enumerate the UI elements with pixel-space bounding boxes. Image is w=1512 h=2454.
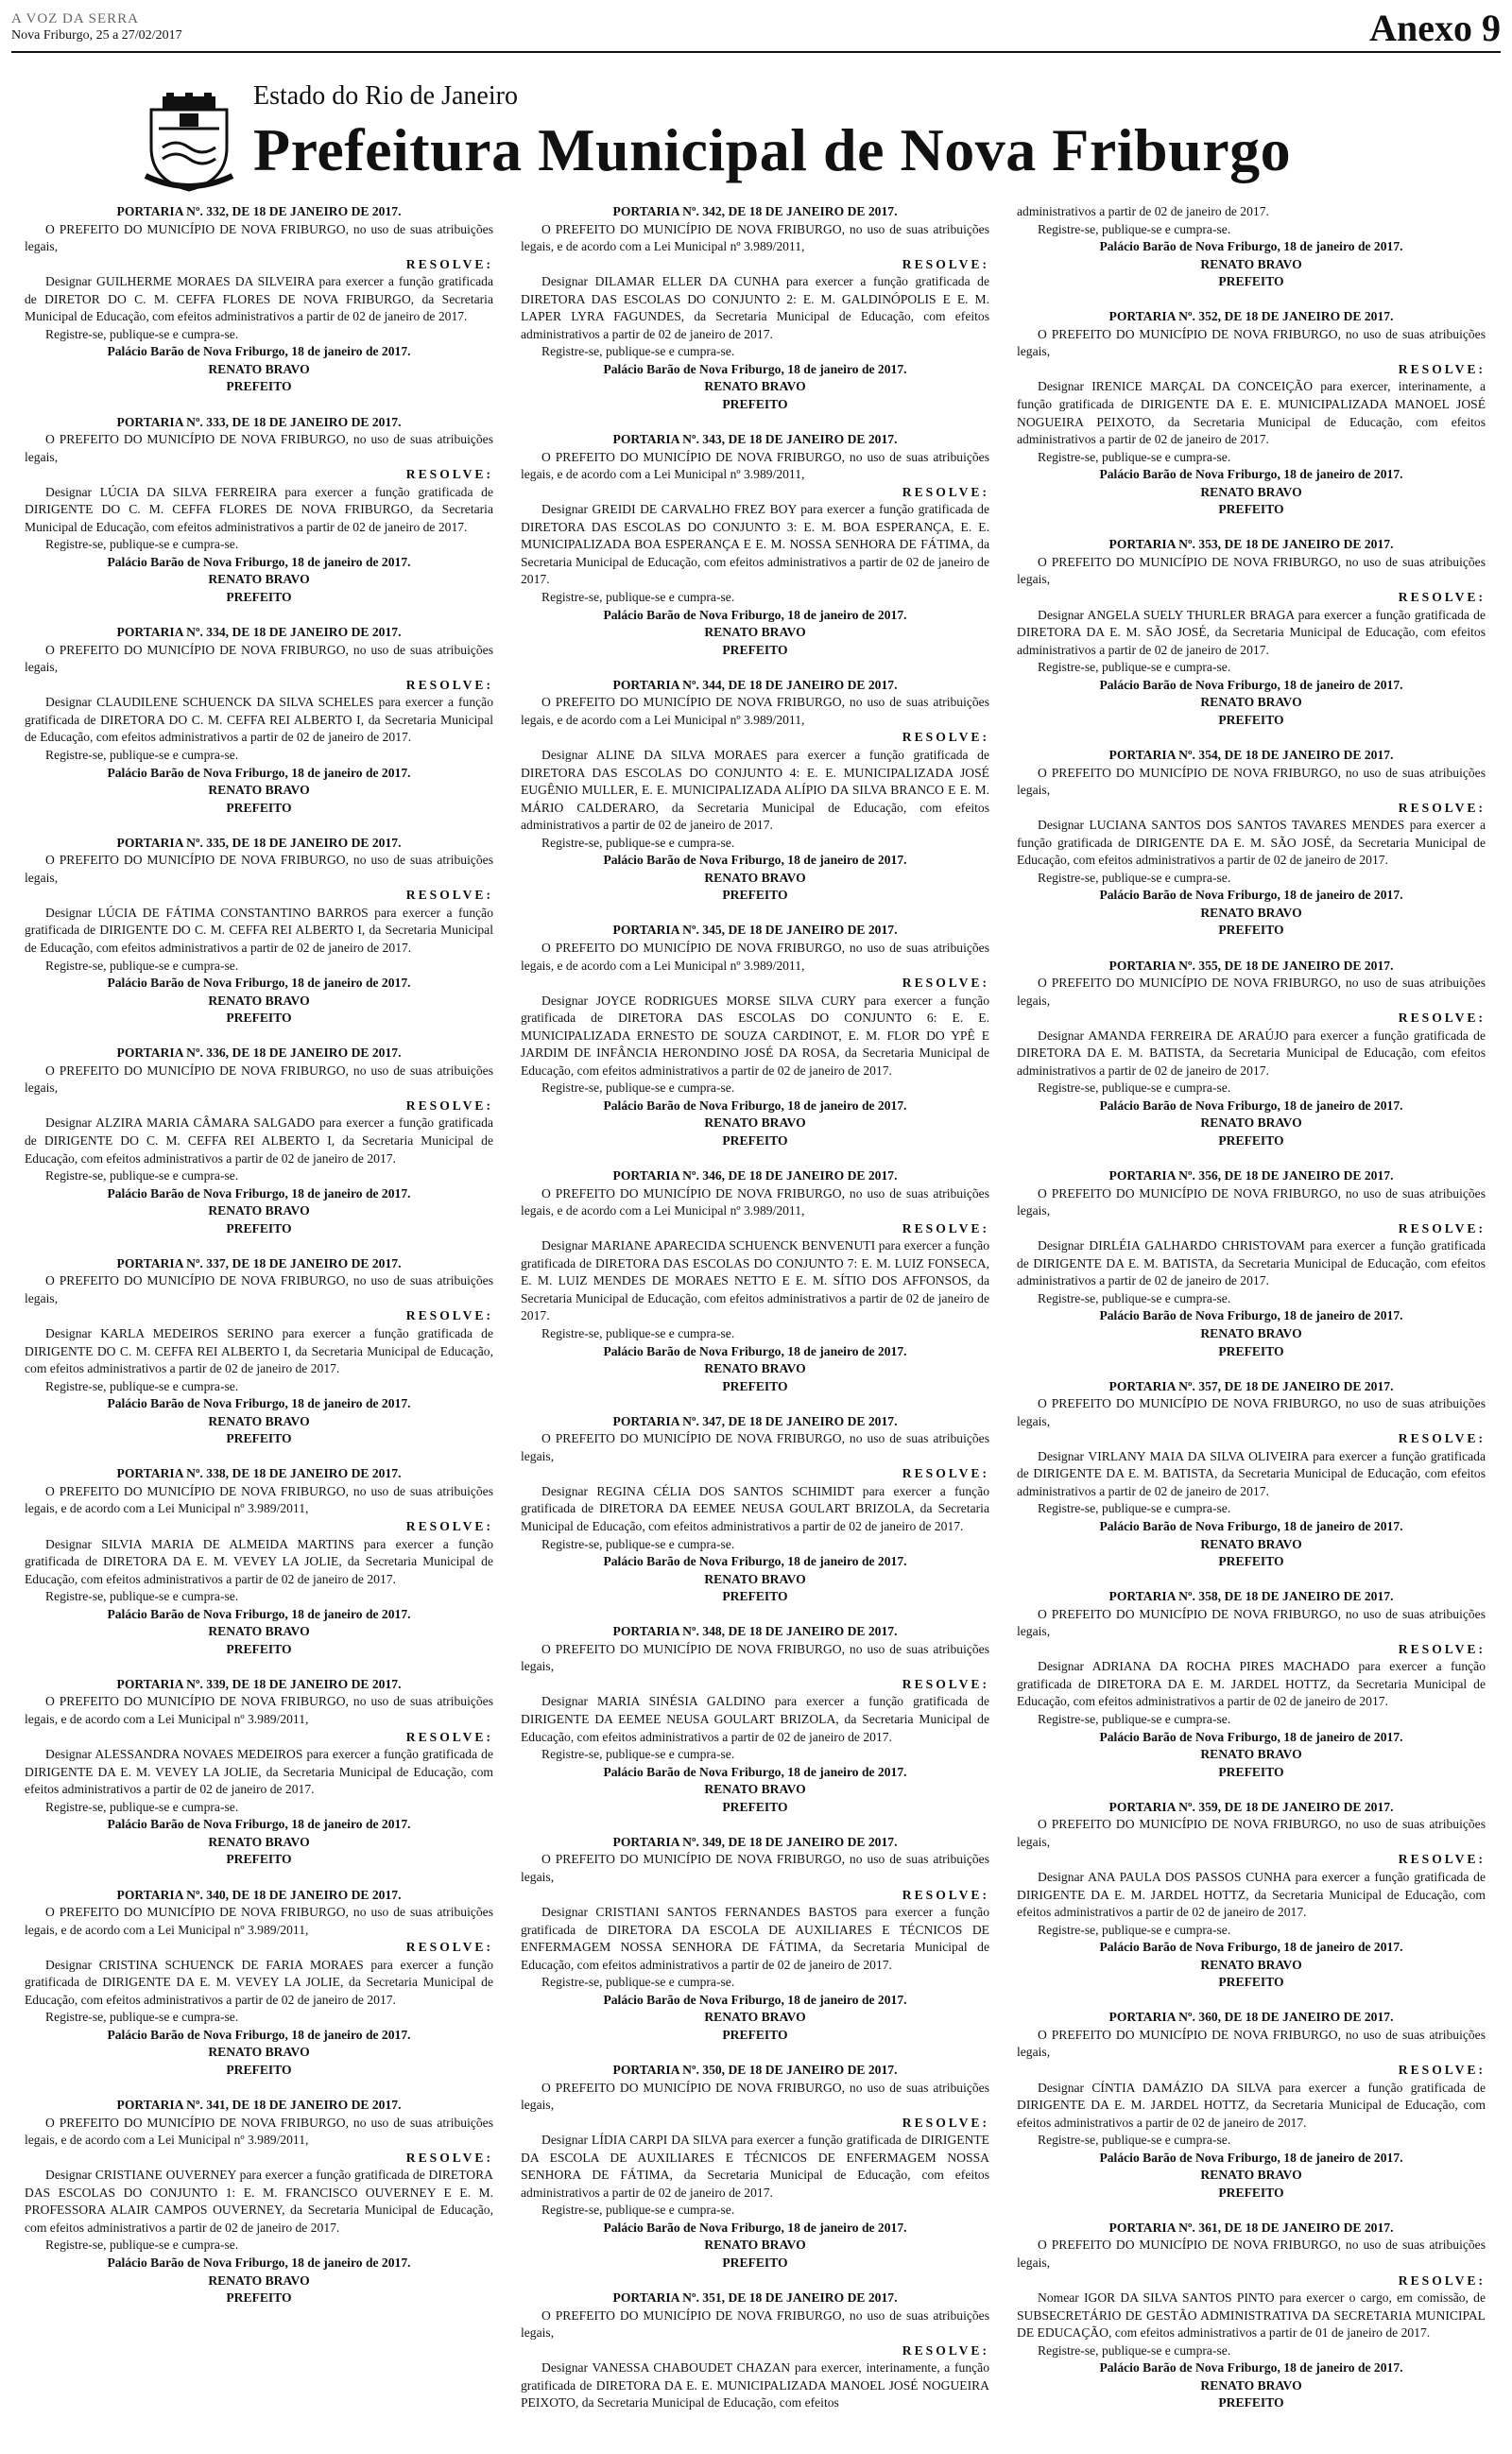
portaria-title: PORTARIA Nº. 360, DE 18 DE JANEIRO DE 2017. [1108, 2010, 1394, 2025]
portaria-block [25, 2097, 493, 2307]
signer-name: RENATO BRAVO [1200, 1957, 1302, 1972]
resolve-label: RESOLVE: [902, 256, 989, 271]
resolve-label: RESOLVE: [1398, 361, 1486, 376]
portaria-title: PORTARIA Nº. 338, DE 18 DE JANEIRO DE 2017. [116, 1466, 402, 1481]
palacio-line: Palácio Barão de Nova Friburgo, 18 de janeiro de 2017. [603, 2220, 907, 2235]
portaria-block [521, 203, 989, 414]
palacio-line: Palácio Barão de Nova Friburgo, 18 de janeiro de 2017. [107, 976, 411, 991]
portaria-body: Designar AMANDA FERREIRA DE ARAÚJO para exercer a função gratificada de DIRETORA DA E. M. BATISTA, da Secretaria Municipal de Educação, com efeitos administrativos a partir de 02 de janeiro de 2017. [1017, 1028, 1486, 1078]
annex-label: Anexo 9 [1369, 7, 1501, 49]
portaria-intro: O PREFEITO DO MUNICÍPIO DE NOVA FRIBURGO, no uso de suas atribuições legais, [25, 853, 493, 885]
signer-name: RENATO BRAVO [208, 993, 310, 1008]
portaria-body: Designar LÚCIA DA SILVA FERREIRA para exercer a função gratificada de DIRIGENTE DO C. M. CEFFA FLORES DE NOVA FRIBURGO, da Secretaria Municipal de Educação, com efeitos administrativos a partir de 02 de janeiro de 2017. [25, 484, 493, 534]
registre-line: Registre-se, publique-se e cumpra-se. [541, 590, 735, 605]
signer-name: RENATO BRAVO [704, 1571, 806, 1586]
signer-name: RENATO BRAVO [1200, 256, 1302, 271]
signer-name: RENATO BRAVO [1200, 2377, 1302, 2393]
portaria-block [1017, 1799, 1486, 1992]
portaria-block [521, 2062, 989, 2273]
registre-line: Registre-se, publique-se e cumpra-se. [541, 1747, 735, 1762]
resolve-label: RESOLVE: [1398, 2062, 1486, 2077]
signer-title: PREFEITO [1218, 1764, 1284, 1779]
column-2 [521, 203, 989, 2412]
palacio-line: Palácio Barão de Nova Friburgo, 18 de janeiro de 2017. [603, 1097, 907, 1113]
portaria-intro: O PREFEITO DO MUNICÍPIO DE NOVA FRIBURGO, no uso de suas atribuições legais, e de acordo com a Lei Municipal nº 3.989/2011, [521, 940, 989, 973]
portaria-body: Designar VANESSA CHABOUDET CHAZAN para exercer, interinamente, a função gratificada de DIRETORA DA E. E. MUNICIPALIZADA MANOEL JOSÉ NOGUEIRA PEIXOTO, da Secretaria Municipal de Educação, com efeitos [521, 2360, 989, 2411]
signer-name: RENATO BRAVO [1200, 1326, 1302, 1340]
portaria-block [521, 922, 989, 1149]
portaria-title: PORTARIA Nº. 359, DE 18 DE JANEIRO DE 2017. [1108, 1799, 1394, 1814]
portaria-intro: O PREFEITO DO MUNICÍPIO DE NOVA FRIBURGO, no uso de suas atribuições legais, [1017, 765, 1486, 798]
portaria-title: PORTARIA Nº. 342, DE 18 DE JANEIRO DE 2017. [612, 204, 898, 218]
registre-line: Registre-se, publique-se e cumpra-se. [1038, 449, 1231, 464]
signer-name: RENATO BRAVO [704, 1782, 806, 1797]
portaria-body: Designar ADRIANA DA ROCHA PIRES MACHADO para exercer a função gratificada de DIRETORA DA E. M. JARDEL HOTTZ, da Secretaria Municipal de Educação, com efeitos administrativos a partir de 02 de janeiro de 2017. [1017, 1659, 1486, 1709]
resolve-label: RESOLVE: [902, 484, 989, 499]
signer-title: PREFEITO [722, 397, 788, 412]
portaria-intro: O PREFEITO DO MUNICÍPIO DE NOVA FRIBURGO, no uso de suas atribuições legais, [521, 1852, 989, 1884]
registre-line: Registre-se, publique-se e cumpra-se. [541, 1975, 735, 1990]
palacio-line: Palácio Barão de Nova Friburgo, 18 de janeiro de 2017. [1099, 2150, 1403, 2165]
registre-line: Registre-se, publique-se e cumpra-se. [1038, 870, 1231, 885]
portaria-intro: O PREFEITO DO MUNICÍPIO DE NOVA FRIBURGO, no uso de suas atribuições legais, e de acordo com a Lei Municipal nº 3.989/2011, [521, 695, 989, 727]
palacio-line: Palácio Barão de Nova Friburgo, 18 de janeiro de 2017. [107, 1606, 411, 1621]
portaria-body: Designar REGINA CÉLIA DOS SANTOS SCHIMIDT para exercer a função gratificada de DIRETORA DA EEMEE NEUSA GOULART BRIZOLA, da Secretaria Municipal de Educação, com efeitos administrativos a partir de 02 de janeiro de 2017. [521, 1483, 989, 1534]
portaria-intro: O PREFEITO DO MUNICÍPIO DE NOVA FRIBURGO, no uso de suas atribuições legais, [1017, 1396, 1486, 1428]
registre-line: Registre-se, publique-se e cumpra-se. [541, 2203, 735, 2218]
portaria-intro: O PREFEITO DO MUNICÍPIO DE NOVA FRIBURGO, no uso de suas atribuições legais, [1017, 1606, 1486, 1639]
signer-name: RENATO BRAVO [1200, 1115, 1302, 1131]
portaria-block [1017, 1378, 1486, 1571]
portaria-block [25, 1465, 493, 1658]
portaria-title: PORTARIA Nº. 350, DE 18 DE JANEIRO DE 2017. [612, 2062, 898, 2077]
registre-line: Registre-se, publique-se e cumpra-se. [541, 1326, 735, 1340]
resolve-label: RESOLVE: [902, 1887, 989, 1902]
signer-name: RENATO BRAVO [1200, 1536, 1302, 1551]
portaria-intro: O PREFEITO DO MUNICÍPIO DE NOVA FRIBURGO, no uso de suas atribuições legais, [1017, 326, 1486, 359]
portaria-title: PORTARIA Nº. 336, DE 18 DE JANEIRO DE 2017. [116, 1046, 402, 1061]
page-title: Prefeitura Municipal de Nova Friburgo [253, 116, 1292, 183]
masthead [11, 8, 1501, 49]
portaria-intro: O PREFEITO DO MUNICÍPIO DE NOVA FRIBURGO, no uso de suas atribuições legais, [521, 1641, 989, 1674]
palacio-line: Palácio Barão de Nova Friburgo, 18 de janeiro de 2017. [107, 1396, 411, 1411]
signer-title: PREFEITO [226, 2062, 292, 2077]
signer-name: RENATO BRAVO [704, 1115, 806, 1131]
signer-title: PREFEITO [722, 2255, 788, 2270]
registre-line: Registre-se, publique-se e cumpra-se. [45, 537, 239, 552]
portaria-block [25, 1045, 493, 1237]
registre-line: Registre-se, publique-se e cumpra-se. [541, 1080, 735, 1096]
registre-line: Registre-se, publique-se e cumpra-se. [1038, 2342, 1231, 2358]
registre-line: Registre-se, publique-se e cumpra-se. [1038, 1712, 1231, 1727]
registre-line: Registre-se, publique-se e cumpra-se. [45, 326, 239, 341]
portaria-title: PORTARIA Nº. 340, DE 18 DE JANEIRO DE 2017. [116, 1887, 402, 1902]
portaria-intro: O PREFEITO DO MUNICÍPIO DE NOVA FRIBURGO, no uso de suas atribuições legais, e de acordo com a Lei Municipal nº 3.989/2011, [521, 449, 989, 482]
signer-name: RENATO BRAVO [704, 870, 806, 885]
portaria-title: PORTARIA Nº. 353, DE 18 DE JANEIRO DE 2017. [1108, 537, 1394, 552]
resolve-label: RESOLVE: [902, 730, 989, 745]
signer-title: PREFEITO [226, 1011, 292, 1026]
portaria-block [521, 2290, 989, 2412]
resolve-label: RESOLVE: [1398, 800, 1486, 815]
portaria-body: Designar LÍDIA CARPI DA SILVA para exercer a função gratificada de DIRIGENTE DA ESCOLA DE AUXILIARES E TÉCNICOS DE ENFERMAGEM NOSSA SENHORA DE FÁTIMA, da Secretaria Municipal de Educação, com efeitos administrativos a partir de 02 de janeiro de 2017. [521, 2133, 989, 2200]
palacio-line: Palácio Barão de Nova Friburgo, 18 de janeiro de 2017. [1099, 1940, 1403, 1955]
signer-name: RENATO BRAVO [208, 2045, 310, 2060]
portaria-title: PORTARIA Nº. 341, DE 18 DE JANEIRO DE 2017. [116, 2098, 402, 2113]
palacio-line: Palácio Barão de Nova Friburgo, 18 de janeiro de 2017. [1099, 1308, 1403, 1323]
portaria-title: PORTARIA Nº. 345, DE 18 DE JANEIRO DE 2017. [612, 923, 898, 938]
portaria-block [25, 203, 493, 396]
signer-name: RENATO BRAVO [1200, 695, 1302, 710]
portaria-intro: O PREFEITO DO MUNICÍPIO DE NOVA FRIBURGO, no uso de suas atribuições legais, [521, 1431, 989, 1463]
registre-line: Registre-se, publique-se e cumpra-se. [1038, 660, 1231, 675]
palacio-line: Palácio Barão de Nova Friburgo, 18 de janeiro de 2017. [603, 853, 907, 868]
signer-title: PREFEITO [226, 590, 292, 605]
signer-title: PREFEITO [722, 1589, 788, 1604]
signer-title: PREFEITO [1218, 2185, 1284, 2200]
palacio-line: Palácio Barão de Nova Friburgo, 18 de janeiro de 2017. [107, 765, 411, 780]
portaria-intro: O PREFEITO DO MUNICÍPIO DE NOVA FRIBURGO, no uso de suas atribuições legais, e de acordo com a Lei Municipal nº 3.989/2011, [25, 1483, 493, 1516]
portaria-title: PORTARIA Nº. 346, DE 18 DE JANEIRO DE 2017. [612, 1168, 898, 1184]
portaria-title: PORTARIA Nº. 334, DE 18 DE JANEIRO DE 2017. [116, 625, 402, 640]
portaria-block [25, 835, 493, 1028]
portaria-title: PORTARIA Nº. 333, DE 18 DE JANEIRO DE 2017. [116, 414, 402, 429]
portaria-block [1017, 1588, 1486, 1781]
signer-title: PREFEITO [1218, 2395, 1284, 2411]
portaria-title: PORTARIA Nº. 354, DE 18 DE JANEIRO DE 2017. [1108, 747, 1394, 762]
portaria-body: Designar GREIDI DE CARVALHO FREZ BOY para exercer a função gratificada de DIRETORA DAS ESCOLAS DO CONJUNTO 3: E. M. BOA ESPERANÇA, E. E. MUNICIPALIZADA BOA ESPERANÇA E E. M. NOSSA SENHORA DE FÁTIMA, da Secretaria Municipal de Educação, com efeitos administrativos a partir de 02 de janeiro de 2017. [521, 502, 989, 587]
signer-title: PREFEITO [1218, 1343, 1284, 1358]
resolve-label: RESOLVE: [902, 1676, 989, 1691]
palacio-line: Palácio Barão de Nova Friburgo, 18 de janeiro de 2017. [107, 2027, 411, 2042]
portaria-block [25, 1887, 493, 2080]
portaria-block [1017, 958, 1486, 1150]
registre-line: Registre-se, publique-se e cumpra-se. [45, 958, 239, 973]
portaria-body: Designar IRENICE MARÇAL DA CONCEIÇÃO para exercer, interinamente, a função gratificada de DIRIGENTE DA E. E. MUNICIPALIZADA MANOEL JOSÉ NOGUEIRA PEIXOTO, da Secretaria Municipal de Educação, com efeitos administrativos a partir de 02 de janeiro de 2017. [1017, 379, 1486, 447]
portaria-body: Designar GUILHERME MORAES DA SILVEIRA para exercer a função gratificada de DIRETOR DO C. M. CEFFA FLORES DE NOVA FRIBURGO, da Secretaria Municipal de Educação, com efeitos administrativos a partir de 02 de janeiro de 2017. [25, 274, 493, 324]
portaria-title: PORTARIA Nº. 352, DE 18 DE JANEIRO DE 2017. [1108, 309, 1394, 324]
portaria-body: Designar ANA PAULA DOS PASSOS CUNHA para exercer a função gratificada de DIRIGENTE DA E. M. JARDEL HOTTZ, da Secretaria Municipal de Educação, com efeitos administrativos a partir de 02 de janeiro de 2017. [1017, 1869, 1486, 1920]
portaria-block [521, 431, 989, 659]
registre-line: Registre-se, publique-se e cumpra-se. [1038, 1290, 1231, 1305]
resolve-label: RESOLVE: [405, 1940, 493, 1955]
signer-title: PREFEITO [226, 800, 292, 815]
signer-title: PREFEITO [1218, 1554, 1284, 1569]
portaria-body: Designar CÍNTIA DAMÁZIO DA SILVA para exercer a função gratificada de DIRIGENTE DA E. M. JARDEL HOTTZ, da Secretaria Municipal de Educação, com efeitos administrativos a partir de 02 de janeiro de 2017. [1017, 2080, 1486, 2130]
signer-title: PREFEITO [722, 1132, 788, 1148]
portaria-body: Nomear IGOR DA SILVA SANTOS PINTO para exercer o cargo, em comissão, de SUBSECRETÁRIO DE GESTÃO ADMINISTRATIVA DA SECRETARIA MUNICIPAL DE EDUCAÇÃO, com efeitos administrativos a partir de 01 de janeiro de 2017. [1017, 2290, 1486, 2341]
registre-line: Registre-se, publique-se e cumpra-se. [45, 2010, 239, 2025]
portaria-block [25, 414, 493, 607]
resolve-label: RESOLVE: [405, 256, 493, 271]
palacio-line: Palácio Barão de Nova Friburgo, 18 de janeiro de 2017. [1099, 467, 1403, 482]
signer-title: PREFEITO [1218, 923, 1284, 938]
portaria-title: PORTARIA Nº. 335, DE 18 DE JANEIRO DE 2017. [116, 835, 402, 850]
portaria-intro: O PREFEITO DO MUNICÍPIO DE NOVA FRIBURGO, no uso de suas atribuições legais, [521, 2307, 989, 2341]
signer-name: RENATO BRAVO [208, 1203, 310, 1218]
portaria-intro: O PREFEITO DO MUNICÍPIO DE NOVA FRIBURGO, no uso de suas atribuições legais, e de acordo com a Lei Municipal nº 3.989/2011, [25, 1694, 493, 1727]
signer-name: RENATO BRAVO [1200, 1747, 1302, 1762]
palacio-line: Palácio Barão de Nova Friburgo, 18 de janeiro de 2017. [1099, 2360, 1403, 2376]
portaria-block [1017, 2009, 1486, 2202]
registre-line: Registre-se, publique-se e cumpra-se. [45, 747, 239, 762]
portaria-title: PORTARIA Nº. 358, DE 18 DE JANEIRO DE 2017. [1108, 1589, 1394, 1604]
portaria-intro: O PREFEITO DO MUNICÍPIO DE NOVA FRIBURGO, no uso de suas atribuições legais, [1017, 2027, 1486, 2060]
portaria-body: Designar DIRLÉIA GALHARDO CHRISTOVAM para exercer a função gratificada de DIRIGENTE DA E. M. BATISTA, da Secretaria Municipal de Educação, com efeitos administrativos a partir de 02 de janeiro de 2017. [1017, 1238, 1486, 1288]
portaria-block [521, 1167, 989, 1395]
palacio-line: Palácio Barão de Nova Friburgo, 18 de janeiro de 2017. [1099, 677, 1403, 692]
column-1 [25, 203, 493, 2324]
portaria-body: Designar ALINE DA SILVA MORAES para exercer a função gratificada de DIRETORA DAS ESCOLAS DO CONJUNTO 4: E. E. MUNICIPALIZADA JOSÉ EUGÊNIO MULLER, E. E. MUNICIPALIZADA ALÍPIO DA SILVA BRANCO E E. M. MÁRIO CALDERARO, da Secretaria Municipal de Educação, com efeitos administrativos a partir de 02 de janeiro de 2017. [521, 747, 989, 833]
portaria-intro: O PREFEITO DO MUNICÍPIO DE NOVA FRIBURGO, no uso de suas atribuições legais, [25, 432, 493, 464]
signer-name: RENATO BRAVO [1200, 905, 1302, 920]
signer-title: PREFEITO [722, 888, 788, 903]
signer-name: RENATO BRAVO [704, 2010, 806, 2025]
portaria-body: Designar SILVIA MARIA DE ALMEIDA MARTINS para exercer a função gratificada de DIRETORA DA E. M. VEVEY LA JOLIE, da Secretaria Municipal de Educação, com efeitos administrativos a partir de 02 de janeiro de 2017. [25, 1536, 493, 1586]
portaria-body: Designar ALZIRA MARIA CÂMARA SALGADO para exercer a função gratificada de DIRIGENTE DO C. M. CEFFA REI ALBERTO I, da Secretaria Municipal de Educação, com efeitos administrativos a partir de 02 de janeiro de 2017. [25, 1115, 493, 1166]
palacio-line: Palácio Barão de Nova Friburgo, 18 de janeiro de 2017. [107, 1817, 411, 1832]
portaria-intro: O PREFEITO DO MUNICÍPIO DE NOVA FRIBURGO, no uso de suas atribuições legais, [521, 2080, 989, 2113]
resolve-label: RESOLVE: [405, 1308, 493, 1323]
resolve-label: RESOLVE: [1398, 1011, 1486, 1026]
resolve-label: RESOLVE: [405, 677, 493, 692]
portaria-intro: O PREFEITO DO MUNICÍPIO DE NOVA FRIBURGO, no uso de suas atribuições legais, e de acordo com a Lei Municipal nº 3.989/2011, [25, 1905, 493, 1937]
portaria-body-continuation: administrativos a partir de 02 de janeiro de 2017. [1017, 204, 1269, 218]
portaria-body: Designar ANGELA SUELY THURLER BRAGA para exercer a função gratificada de DIRETORA DA E. M. SÃO JOSÉ, da Secretaria Municipal de Educação, com efeitos administrativos a partir de 02 de janeiro de 2017. [1017, 607, 1486, 657]
resolve-label: RESOLVE: [1398, 1431, 1486, 1446]
publication-name: A VOZ DA SERRA [11, 11, 139, 26]
palacio-line: Palácio Barão de Nova Friburgo, 18 de janeiro de 2017. [107, 1185, 411, 1201]
portaria-title: PORTARIA Nº. 337, DE 18 DE JANEIRO DE 2017. [116, 1255, 402, 1270]
resolve-label: RESOLVE: [902, 2115, 989, 2130]
resolve-label: RESOLVE: [1398, 1641, 1486, 1656]
portaria-title: PORTARIA Nº. 356, DE 18 DE JANEIRO DE 2017. [1108, 1168, 1394, 1184]
signer-title: PREFEITO [1218, 1132, 1284, 1148]
portaria-intro: O PREFEITO DO MUNICÍPIO DE NOVA FRIBURGO, no uso de suas atribuições legais, e de acordo com a Lei Municipal nº 3.989/2011, [521, 1185, 989, 1218]
palacio-line: Palácio Barão de Nova Friburgo, 18 de janeiro de 2017. [603, 607, 907, 622]
palacio-line: Palácio Barão de Nova Friburgo, 18 de janeiro de 2017. [603, 1764, 907, 1779]
portaria-body: Designar LÚCIA DE FÁTIMA CONSTANTINO BARROS para exercer a função gratificada de DIRIGENTE DO C. M. CEFFA REI ALBERTO I, da Secretaria Municipal de Educação, com efeitos administrativos a partir de 02 de janeiro de 2017. [25, 905, 493, 955]
portaria-title: PORTARIA Nº. 349, DE 18 DE JANEIRO DE 2017. [612, 1834, 898, 1849]
registre-line: Registre-se, publique-se e cumpra-se. [45, 1799, 239, 1814]
signer-name: RENATO BRAVO [208, 1834, 310, 1849]
portaria-block [521, 1834, 989, 2045]
palacio-line: Palácio Barão de Nova Friburgo, 18 de janeiro de 2017. [1099, 888, 1403, 903]
resolve-label: RESOLVE: [405, 1097, 493, 1113]
portaria-block [25, 1676, 493, 1869]
palacio-line: Palácio Barão de Nova Friburgo, 18 de janeiro de 2017. [1099, 239, 1403, 254]
portaria-title: PORTARIA Nº. 347, DE 18 DE JANEIRO DE 2017. [612, 1413, 898, 1428]
portarias-columns [25, 203, 1487, 2448]
column-3 [1017, 203, 1486, 2429]
portaria-block [1017, 536, 1486, 729]
portaria-title: PORTARIA Nº. 332, DE 18 DE JANEIRO DE 2017. [116, 204, 402, 218]
registre-line: Registre-se, publique-se e cumpra-se. [1038, 1922, 1231, 1937]
registre-line: Registre-se, publique-se e cumpra-se. [541, 1536, 735, 1551]
signer-name: RENATO BRAVO [704, 2238, 806, 2253]
resolve-label: RESOLVE: [405, 1519, 493, 1534]
portaria-block [1017, 1167, 1486, 1360]
masthead-rule [11, 51, 1501, 53]
portaria-title: PORTARIA Nº. 351, DE 18 DE JANEIRO DE 2017. [612, 2290, 898, 2306]
portaria-intro: O PREFEITO DO MUNICÍPIO DE NOVA FRIBURGO, no uso de suas atribuições legais, [1017, 2238, 1486, 2270]
portaria-block [1017, 2220, 1486, 2412]
resolve-label: RESOLVE: [405, 888, 493, 903]
portaria-intro: O PREFEITO DO MUNICÍPIO DE NOVA FRIBURGO, no uso de suas atribuições legais, e de acordo com a Lei Municipal nº 3.989/2011, [521, 221, 989, 254]
portaria-intro: O PREFEITO DO MUNICÍPIO DE NOVA FRIBURGO, no uso de suas atribuições legais, [25, 221, 493, 254]
resolve-label: RESOLVE: [902, 2342, 989, 2358]
resolve-label: RESOLVE: [405, 467, 493, 482]
resolve-label: RESOLVE: [405, 1729, 493, 1744]
portaria-intro: O PREFEITO DO MUNICÍPIO DE NOVA FRIBURGO, no uso de suas atribuições legais, [1017, 1185, 1486, 1218]
portaria-intro: O PREFEITO DO MUNICÍPIO DE NOVA FRIBURGO, no uso de suas atribuições legais, [1017, 976, 1486, 1008]
prefeitura-header [151, 66, 1380, 189]
signer-name: RENATO BRAVO [208, 1624, 310, 1639]
signer-name: RENATO BRAVO [208, 2273, 310, 2288]
state-name: Estado do Rio de Janeiro [253, 81, 518, 111]
resolve-label: RESOLVE: [902, 1220, 989, 1236]
signer-title: PREFEITO [226, 379, 292, 394]
registre-line: Registre-se, publique-se e cumpra-se. [541, 835, 735, 850]
palacio-line: Palácio Barão de Nova Friburgo, 18 de janeiro de 2017. [1099, 1519, 1403, 1534]
signer-name: RENATO BRAVO [1200, 2168, 1302, 2183]
portaria-body: Designar KARLA MEDEIROS SERINO para exercer a função gratificada de DIRIGENTE DO C. M. CEFFA REI ALBERTO I, da Secretaria Municipal de Educação, com efeitos administrativos a partir de 02 de janeiro de 2017. [25, 1326, 493, 1376]
resolve-label: RESOLVE: [1398, 2273, 1486, 2288]
resolve-label: RESOLVE: [1398, 590, 1486, 605]
portaria-title: PORTARIA Nº. 339, DE 18 DE JANEIRO DE 2017. [116, 1676, 402, 1691]
palacio-line: Palácio Barão de Nova Friburgo, 18 de janeiro de 2017. [1099, 1729, 1403, 1744]
portaria-block [1017, 308, 1486, 519]
portaria-body: Designar MARIANE APARECIDA SCHUENCK BENVENUTI para exercer a função gratificada de DIRETORA DAS ESCOLAS DO CONJUNTO 7: E. M. LUIZ FONSECA, E. M. LUIZ MENDES DE MORAES NETTO E E. M. SÍTIO DOS AFFONSOS, da Secretaria Municipal de Educação, com efeitos administrativos a partir de 02 de janeiro de 2017. [521, 1238, 989, 1323]
edition-date: Nova Friburgo, 25 a 27/02/2017 [11, 28, 182, 43]
registre-line: Registre-se, publique-se e cumpra-se. [1038, 1080, 1231, 1096]
registre-line: Registre-se, publique-se e cumpra-se. [45, 1589, 239, 1604]
portaria-body: Designar CRISTIANE OUVERNEY para exercer a função gratificada de DIRETORA DAS ESCOLAS DO CONJUNTO 1: E. M. FRANCISCO OUVERNEY E E. M. PROFESSORA ALAIR CAMPOS OUVERNEY, da Secretaria Municipal de Educação, com efeitos administrativos a partir de 02 de janeiro de 2017. [25, 2168, 493, 2235]
signer-name: RENATO BRAVO [208, 361, 310, 376]
portaria-block [25, 1255, 493, 1448]
palacio-line: Palácio Barão de Nova Friburgo, 18 de janeiro de 2017. [107, 554, 411, 569]
signer-name: RENATO BRAVO [208, 783, 310, 798]
signer-name: RENATO BRAVO [208, 1413, 310, 1428]
signer-title: PREFEITO [1218, 274, 1284, 289]
portaria-block [521, 1413, 989, 1606]
resolve-label: RESOLVE: [902, 976, 989, 991]
portaria-intro: O PREFEITO DO MUNICÍPIO DE NOVA FRIBURGO, no uso de suas atribuições legais, e de acordo com a Lei Municipal nº 3.989/2011, [25, 2115, 493, 2148]
signer-name: RENATO BRAVO [208, 572, 310, 587]
portaria-intro: O PREFEITO DO MUNICÍPIO DE NOVA FRIBURGO, no uso de suas atribuições legais, [25, 1273, 493, 1305]
portaria-body: Designar DILAMAR ELLER DA CUNHA para exercer a função gratificada de DIRETORA DAS ESCOLAS DO CONJUNTO 2: E. M. GALDINÓPOLIS E E. M. LAPER LYRA FAGUNDES, da Secretaria Municipal de Educação, com efeitos administrativos a partir de 02 de janeiro de 2017. [521, 274, 989, 341]
palacio-line: Palácio Barão de Nova Friburgo, 18 de janeiro de 2017. [603, 1992, 907, 2007]
registre-line: Registre-se, publique-se e cumpra-se. [45, 1168, 239, 1184]
signer-title: PREFEITO [226, 1220, 292, 1236]
registre-line: Registre-se, publique-se e cumpra-se. [45, 1378, 239, 1393]
portaria-body: Designar LUCIANA SANTOS DOS SANTOS TAVARES MENDES para exercer a função gratificada de DIRIGENTE DA E. M. SÃO JOSÉ, da Secretaria Municipal de Educação, com efeitos administrativos a partir de 02 de janeiro de 2017. [1017, 818, 1486, 868]
signer-name: RENATO BRAVO [704, 625, 806, 640]
signer-title: PREFEITO [226, 1641, 292, 1656]
portaria-title: PORTARIA Nº. 361, DE 18 DE JANEIRO DE 2017. [1108, 2220, 1394, 2235]
resolve-label: RESOLVE: [1398, 1220, 1486, 1236]
resolve-label: RESOLVE: [902, 1466, 989, 1481]
portaria-title: PORTARIA Nº. 344, DE 18 DE JANEIRO DE 2017. [612, 677, 898, 692]
portaria-body: Designar CLAUDILENE SCHUENCK DA SILVA SCHELES para exercer a função gratificada de DIRETORA DO C. M. CEFFA REI ALBERTO I, da Secretaria Municipal de Educação, com efeitos administrativos a partir de 02 de janeiro de 2017. [25, 695, 493, 745]
signer-title: PREFEITO [1218, 502, 1284, 517]
portaria-block [521, 677, 989, 905]
portaria-block [1017, 747, 1486, 940]
palacio-line: Palácio Barão de Nova Friburgo, 18 de janeiro de 2017. [603, 1343, 907, 1358]
portaria-intro: O PREFEITO DO MUNICÍPIO DE NOVA FRIBURGO, no uso de suas atribuições legais, [1017, 1817, 1486, 1849]
palacio-line: Palácio Barão de Nova Friburgo, 18 de janeiro de 2017. [603, 361, 907, 376]
portaria-body: Designar VIRLANY MAIA DA SILVA OLIVEIRA para exercer a função gratificada de DIRIGENTE DA E. M. BATISTA, da Secretaria Municipal de Educação, com efeitos administrativos a partir de 02 de janeiro de 2017. [1017, 1448, 1486, 1498]
portaria-body: Designar MARIA SINÉSIA GALDINO para exercer a função gratificada de DIRIGENTE DA EEMEE NEUSA GOULART BRIZOLA, da Secretaria Municipal de Educação, com efeitos administrativos a partir de 02 de janeiro de 2017. [521, 1694, 989, 1744]
signer-title: PREFEITO [722, 1378, 788, 1393]
signer-name: RENATO BRAVO [704, 1361, 806, 1376]
signer-title: PREFEITO [1218, 1975, 1284, 1990]
portaria-block [521, 1623, 989, 1816]
signer-title: PREFEITO [722, 642, 788, 657]
registre-line: Registre-se, publique-se e cumpra-se. [1038, 2133, 1231, 2148]
portaria-intro: O PREFEITO DO MUNICÍPIO DE NOVA FRIBURGO, no uso de suas atribuições legais, [25, 642, 493, 675]
signer-name: RENATO BRAVO [704, 379, 806, 394]
registre-line: Registre-se, publique-se e cumpra-se. [541, 344, 735, 359]
portaria-intro: O PREFEITO DO MUNICÍPIO DE NOVA FRIBURGO, no uso de suas atribuições legais, [25, 1063, 493, 1096]
portaria-block [25, 624, 493, 817]
palacio-line: Palácio Barão de Nova Friburgo, 18 de janeiro de 2017. [107, 344, 411, 359]
coat-of-arms-icon [142, 91, 236, 195]
palacio-line: Palácio Barão de Nova Friburgo, 18 de janeiro de 2017. [1099, 1097, 1403, 1113]
signer-title: PREFEITO [722, 2027, 788, 2042]
signer-title: PREFEITO [722, 1799, 788, 1814]
palacio-line: Palácio Barão de Nova Friburgo, 18 de janeiro de 2017. [107, 2255, 411, 2270]
portaria-title: PORTARIA Nº. 357, DE 18 DE JANEIRO DE 2017. [1108, 1378, 1394, 1393]
portaria-body: Designar ALESSANDRA NOVAES MEDEIROS para exercer a função gratificada de DIRIGENTE DA E. M. VEVEY LA JOLIE, da Secretaria Municipal de Educação, com efeitos administrativos a partir de 02 de janeiro de 2017. [25, 1747, 493, 1797]
portaria-title: PORTARIA Nº. 355, DE 18 DE JANEIRO DE 2017. [1108, 958, 1394, 973]
resolve-label: RESOLVE: [405, 2150, 493, 2165]
signer-title: PREFEITO [226, 2290, 292, 2306]
signer-title: PREFEITO [226, 1852, 292, 1867]
portaria-351-continuation [1017, 203, 1486, 291]
registre-line: Registre-se, publique-se e cumpra-se. [1038, 1501, 1231, 1516]
portaria-title: PORTARIA Nº. 348, DE 18 DE JANEIRO DE 2017. [612, 1624, 898, 1639]
palacio-line: Palácio Barão de Nova Friburgo, 18 de janeiro de 2017. [603, 1554, 907, 1569]
registre-line: Registre-se, publique-se e cumpra-se. [45, 2238, 239, 2253]
signer-name: RENATO BRAVO [1200, 484, 1302, 499]
portaria-body: Designar CRISTIANI SANTOS FERNANDES BASTOS para exercer a função gratificada de DIRETORA DA ESCOLA DE AUXILIARES E TÉCNICOS DE ENFERMAGEM NOSSA SENHORA DE FÁTIMA, da Secretaria Municipal de Educação, com efeitos administrativos a partir de 02 de janeiro de 2017. [521, 1905, 989, 1972]
portaria-intro: O PREFEITO DO MUNICÍPIO DE NOVA FRIBURGO, no uso de suas atribuições legais, [1017, 554, 1486, 587]
portaria-body: Designar CRISTINA SCHUENCK DE FARIA MORAES para exercer a função gratificada de DIRIGENTE DA E. M. VEVEY LA JOLIE, da Secretaria Municipal de Educação, com efeitos administrativos a partir de 02 de janeiro de 2017. [25, 1957, 493, 2007]
portaria-title: PORTARIA Nº. 343, DE 18 DE JANEIRO DE 2017. [612, 432, 898, 447]
signer-title: PREFEITO [1218, 712, 1284, 727]
portaria-body: Designar JOYCE RODRIGUES MORSE SILVA CURY para exercer a função gratificada de DIRETORA DAS ESCOLAS DO CONJUNTO 6: E. E. MUNICIPALIZADA ERNESTO DE SOUZA CARDINOT, E. M. FLOR DO YPÊ E JARDIM DE INFÂNCIA HERONDINO JOSÉ DA ROSA, da Secretaria Municipal de Educação, com efeitos administrativos a partir de 02 de janeiro de 2017. [521, 993, 989, 1078]
registre-line: Registre-se, publique-se e cumpra-se. [1038, 221, 1231, 236]
signer-title: PREFEITO [226, 1431, 292, 1446]
resolve-label: RESOLVE: [1398, 1852, 1486, 1867]
